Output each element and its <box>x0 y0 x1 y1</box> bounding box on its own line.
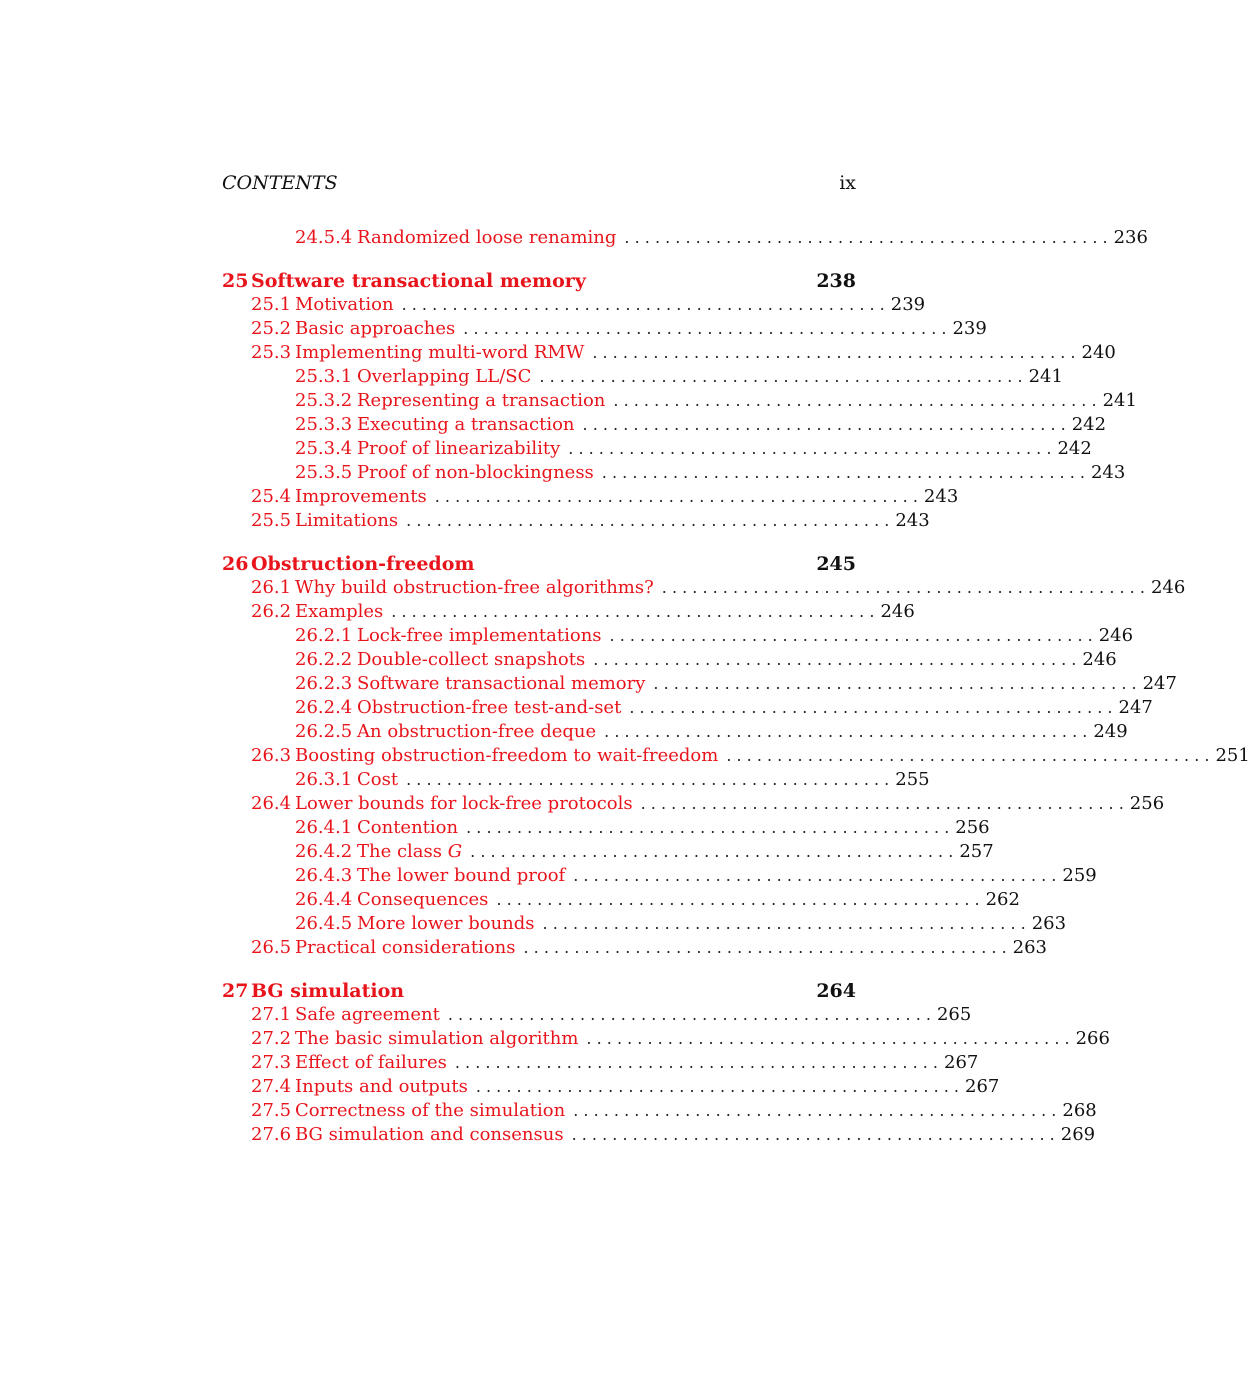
toc-section-entry[interactable] <box>222 1027 1110 1051</box>
toc-entry-title[interactable]: Boosting obstruction-freedom to wait-freedom <box>295 745 719 766</box>
toc-entry-page-number[interactable]: 241 <box>1102 390 1137 411</box>
toc-dot-leader: . . . . . . . . . . . . . . . . . . . . . . . . . . . . . . . . . . . . . . . . . . . . . . . . <box>568 439 1052 458</box>
toc-dot-leader: . . . . . . . . . . . . . . . . . . . . . . . . . . . . . . . . . . . . . . . . . . . . . . . . <box>475 1077 959 1096</box>
toc-entry-number[interactable]: 26.4.3 <box>295 865 353 886</box>
toc-subsection-entry[interactable] <box>222 413 1107 437</box>
toc-entry-title[interactable]: Effect of failures <box>295 1052 447 1073</box>
toc-entry-title[interactable]: More lower bounds <box>357 913 535 934</box>
document-page <box>222 0 1250 1397</box>
toc-entry-number[interactable]: 25.1 <box>251 294 292 315</box>
toc-dot-leader: . . . . . . . . . . . . . . . . . . . . . . . . . . . . . . . . . . . . . . . . . . . . . . . . <box>593 650 1077 669</box>
toc-chapter-entry[interactable] <box>222 269 856 293</box>
toc-entry-page-number[interactable]: 243 <box>923 486 959 507</box>
toc-dot-leader: . . . . . . . . . . . . . . . . . . . . . . . . . . . . . . . . . . . . . . . . . . . . . . . . <box>470 842 954 861</box>
toc-entry-title[interactable]: Consequences <box>357 889 489 910</box>
toc-dot-leader: . . . . . . . . . . . . . . . . . . . . . . . . . . . . . . . . . . . . . . . . . . . . . . . . <box>463 319 947 338</box>
toc-subsection-entry[interactable] <box>222 648 1117 672</box>
toc-subsection-entry[interactable] <box>222 389 1137 413</box>
toc-dot-leader: . . . . . . . . . . . . . . . . . . . . . . . . . . . . . . . . . . . . . . . . . . . . . . . . <box>629 698 1113 717</box>
toc-entry-title[interactable]: BG simulation <box>251 980 405 1002</box>
toc-dot-leader: . . . . . . . . . . . . . . . . . . . . . . . . . . . . . . . . . . . . . . . . . . . . . . . . <box>661 578 1145 597</box>
toc-entry-title[interactable]: An obstruction-free deque <box>357 721 597 742</box>
toc-entry-page-number[interactable]: 239 <box>952 318 987 339</box>
toc-chapter-entry[interactable] <box>222 979 856 1003</box>
toc-entry-page-number[interactable]: 263 <box>1031 913 1067 934</box>
toc-entry-number[interactable]: 26.4.4 <box>295 889 353 910</box>
toc-subsection-entry[interactable] <box>222 624 1134 648</box>
toc-entry-title[interactable]: Examples <box>295 601 384 622</box>
toc-dot-leader: . . . . . . . . . . . . . . . . . . . . . . . . . . . . . . . . . . . . . . . . . . . . . . . . <box>523 938 1007 957</box>
toc-entry-number[interactable]: 26.2.5 <box>295 721 353 742</box>
toc-entry-title-text[interactable]: The class G <box>357 841 463 862</box>
toc-entry-page-number[interactable]: 267 <box>965 1076 1000 1097</box>
toc-section-entry[interactable] <box>222 1123 1096 1147</box>
toc-entry-title[interactable]: Practical considerations <box>295 937 516 958</box>
toc-dot-leader: . . . . . . . . . . . . . . . . . . . . . . . . . . . . . . . . . . . . . . . . . . . . . . . . <box>726 746 1210 765</box>
toc-dot-leader: . . . . . . . . . . . . . . . . . . . . . . . . . . . . . . . . . . . . . . . . . . . . . . . . <box>604 722 1088 741</box>
toc-entry-title[interactable]: The lower bound proof <box>357 865 566 886</box>
toc-dot-leader: . . . . . . . . . . . . . . . . . . . . . . . . . . . . . . . . . . . . . . . . . . . . . . . . <box>653 674 1137 693</box>
toc-entry-number[interactable]: 26.2.1 <box>295 625 353 646</box>
toc-entry-number[interactable]: 27.5 <box>251 1100 292 1121</box>
toc-dot-leader: . . . . . . . . . . . . . . . . . . . . . . . . . . . . . . . . . . . . . . . . . . . . . . . . <box>586 1029 1070 1048</box>
toc-dot-leader: . . . . . . . . . . . . . . . . . . . . . . . . . . . . . . . . . . . . . . . . . . . . . . . . <box>391 602 875 621</box>
toc-section-entry[interactable] <box>222 317 987 341</box>
toc-dot-leader: . . . . . . . . . . . . . . . . . . . . . . . . . . . . . . . . . . . . . . . . . . . . . . . . <box>573 1101 1057 1120</box>
toc-entry-page-number[interactable]: 263 <box>1012 937 1048 958</box>
toc-entry-page-number[interactable]: 255 <box>895 769 930 790</box>
toc-entry-number[interactable]: 26.4.2 <box>295 841 353 862</box>
toc-dot-leader: . . . . . . . . . . . . . . . . . . . . . . . . . . . . . . . . . . . . . . . . . . . . . . . . <box>447 1005 931 1024</box>
toc-subsection-entry[interactable] <box>222 437 1092 461</box>
toc-subsection-entry[interactable] <box>222 365 1063 389</box>
toc-entry-number[interactable]: 27.2 <box>251 1028 292 1049</box>
toc-subsection-entry[interactable] <box>222 816 990 840</box>
toc-dot-leader: . . . . . . . . . . . . . . . . . . . . . . . . . . . . . . . . . . . . . . . . . . . . . . . . <box>571 1125 1055 1144</box>
toc-entry-page-number[interactable]: 246 <box>1098 625 1134 646</box>
toc-entry-page-number[interactable]: 256 <box>1129 793 1165 814</box>
toc-entry-title[interactable]: BG simulation and consensus <box>295 1124 564 1145</box>
toc-entry-page-number[interactable]: 259 <box>1062 865 1097 886</box>
running-header-page-number: ix <box>839 172 856 194</box>
toc-entry-page-number[interactable]: 265 <box>936 1004 972 1025</box>
toc-entry-title[interactable]: Cost <box>357 769 399 790</box>
toc-subsection-entry[interactable] <box>222 226 1148 250</box>
toc-entry-page-number[interactable]: 257 <box>959 841 994 862</box>
toc-entry-title[interactable]: Software transactional memory <box>357 673 646 694</box>
toc-entry-page-number[interactable]: 264 <box>816 980 856 1002</box>
toc-section-entry[interactable] <box>222 1075 1000 1099</box>
toc-section-entry[interactable] <box>222 936 1048 960</box>
toc-entry-number[interactable]: 25.3.5 <box>295 462 353 483</box>
toc-entry-page-number[interactable]: 268 <box>1062 1100 1097 1121</box>
toc-dot-leader: . . . . . . . . . . . . . . . . . . . . . . . . . . . . . . . . . . . . . . . . . . . . . . . . <box>539 367 1023 386</box>
toc-entry-number[interactable]: 25.2 <box>251 318 292 339</box>
toc-subsection-entry[interactable] <box>222 461 1126 485</box>
toc-subsection-entry[interactable] <box>222 720 1128 744</box>
toc-section-entry[interactable] <box>222 1099 1097 1123</box>
toc-entry-number[interactable]: 26.4.1 <box>295 817 353 838</box>
toc-subsection-entry[interactable] <box>222 696 1153 720</box>
toc-subsection-entry[interactable] <box>222 768 930 792</box>
toc-subsection-entry[interactable] <box>222 672 1177 696</box>
toc-entry-title[interactable]: Randomized loose renaming <box>357 227 617 248</box>
toc-section-entry[interactable] <box>222 744 1250 768</box>
toc-entry-title[interactable]: Double-collect snapshots <box>357 649 586 670</box>
toc-entry-number[interactable]: 26.2.3 <box>295 673 353 694</box>
toc-entry-title[interactable]: Obstruction-freedom <box>251 553 475 575</box>
toc-entry-title[interactable]: Contention <box>357 817 459 838</box>
toc-entry-number[interactable]: 26.4 <box>251 793 292 814</box>
toc-entry-title[interactable]: Proof of non-blockingness <box>357 462 594 483</box>
toc-dot-leader: . . . . . . . . . . . . . . . . . . . . . . . . . . . . . . . . . . . . . . . . . . . . . . . . <box>624 228 1108 247</box>
toc-entry-page-number[interactable]: 239 <box>890 294 926 315</box>
toc-entry-title[interactable]: Correctness of the simulation <box>295 1100 566 1121</box>
toc-entry-title[interactable]: Lower bounds for lock-free protocols <box>295 793 633 814</box>
toc-entry-page-number[interactable]: 267 <box>944 1052 979 1073</box>
toc-section-entry[interactable] <box>222 293 926 317</box>
toc-entry-number[interactable]: 25.3.3 <box>295 414 353 435</box>
toc-entry-page-number[interactable]: 262 <box>985 889 1020 910</box>
toc-entry-title[interactable]: Why build obstruction-free algorithms? <box>295 577 654 598</box>
toc-entry-page-number[interactable]: 242 <box>1057 438 1092 459</box>
toc-dot-leader: . . . . . . . . . . . . . . . . . . . . . . . . . . . . . . . . . . . . . . . . . . . . . . . . <box>406 770 890 789</box>
toc-entry-title[interactable]: Improvements <box>295 486 427 507</box>
toc-entry-number[interactable]: 26.2.4 <box>295 697 353 718</box>
running-header-title: CONTENTS <box>222 172 338 194</box>
toc-entry-title[interactable]: Limitations <box>295 510 399 531</box>
toc-dot-leader: . . . . . . . . . . . . . . . . . . . . . . . . . . . . . . . . . . . . . . . . . . . . . . . . <box>613 391 1097 410</box>
toc-entry-number[interactable]: 26.2.2 <box>295 649 353 670</box>
toc-entry-page-number[interactable]: 266 <box>1075 1028 1110 1049</box>
toc-entry-title[interactable]: Overlapping LL/SC <box>357 366 532 387</box>
toc-entry-number[interactable]: 25.3.2 <box>295 390 353 411</box>
toc-entry-page-number[interactable]: 246 <box>1082 649 1117 670</box>
toc-entry-title[interactable] <box>357 840 462 864</box>
toc-entry-title[interactable]: Proof of linearizability <box>357 438 561 459</box>
toc-chapter-entry[interactable] <box>222 552 856 576</box>
running-header <box>222 172 856 196</box>
toc-entry-number[interactable]: 26.3.1 <box>295 769 353 790</box>
toc-dot-leader: . . . . . . . . . . . . . . . . . . . . . . . . . . . . . . . . . . . . . . . . . . . . . . . . <box>640 794 1124 813</box>
toc-entry-number[interactable]: 27 <box>222 980 249 1002</box>
toc-entry-number[interactable]: 24.5.4 <box>295 227 353 248</box>
toc-entry-page-number[interactable]: 246 <box>1150 577 1186 598</box>
toc-entry-title[interactable]: The basic simulation algorithm <box>295 1028 579 1049</box>
toc-dot-leader: . . . . . . . . . . . . . . . . . . . . . . . . . . . . . . . . . . . . . . . . . . . . . . . . <box>542 914 1026 933</box>
toc-entry-page-number[interactable]: 238 <box>816 270 856 292</box>
toc-section-entry[interactable] <box>222 792 1165 816</box>
toc-entry-title[interactable]: Inputs and outputs <box>295 1076 468 1097</box>
toc-entry-number[interactable]: 26.1 <box>251 577 292 598</box>
toc-entry-number[interactable]: 26 <box>222 553 249 575</box>
toc-entry-page-number[interactable]: 247 <box>1118 697 1153 718</box>
toc-entry-number[interactable]: 25 <box>222 270 249 292</box>
toc-entry-title[interactable]: Software transactional memory <box>251 270 586 292</box>
toc-dot-leader: . . . . . . . . . . . . . . . . . . . . . . . . . . . . . . . . . . . . . . . . . . . . . . . . <box>454 1053 939 1072</box>
toc-entry-number[interactable]: 25.3.4 <box>295 438 353 459</box>
toc-entry-page-number[interactable]: 247 <box>1142 673 1177 694</box>
toc-section-entry[interactable] <box>222 1051 979 1075</box>
toc-entry-page-number[interactable]: 241 <box>1028 366 1063 387</box>
toc-dot-leader: . . . . . . . . . . . . . . . . . . . . . . . . . . . . . . . . . . . . . . . . . . . . . . . . <box>466 818 950 837</box>
toc-entry-number[interactable]: 26.3 <box>251 745 292 766</box>
toc-dot-leader: . . . . . . . . . . . . . . . . . . . . . . . . . . . . . . . . . . . . . . . . . . . . . . . . <box>406 511 890 530</box>
toc-dot-leader: . . . . . . . . . . . . . . . . . . . . . . . . . . . . . . . . . . . . . . . . . . . . . . . . <box>592 343 1076 362</box>
toc-entry-number[interactable]: 27.4 <box>251 1076 292 1097</box>
toc-section-entry[interactable] <box>222 600 915 624</box>
toc-section-entry[interactable] <box>222 576 1186 600</box>
toc-entry-page-number[interactable]: 236 <box>1113 227 1148 248</box>
toc-dot-leader: . . . . . . . . . . . . . . . . . . . . . . . . . . . . . . . . . . . . . . . . . . . . . . . . <box>401 295 885 314</box>
toc-entry-title[interactable]: Safe agreement <box>295 1004 440 1025</box>
toc-entry-number[interactable]: 25.3 <box>251 342 292 363</box>
toc-entry-page-number[interactable]: 251 <box>1215 745 1250 766</box>
table-of-contents <box>222 226 1250 1147</box>
toc-dot-leader: . . . . . . . . . . . . . . . . . . . . . . . . . . . . . . . . . . . . . . . . . . . . . . . . <box>609 626 1093 645</box>
toc-subsection-entry[interactable] <box>222 864 1097 888</box>
toc-entry-page-number[interactable]: 256 <box>955 817 990 838</box>
toc-entry-number[interactable]: 27.1 <box>251 1004 292 1025</box>
toc-entry-title[interactable]: Implementing multi-word RMW <box>295 342 585 363</box>
toc-entry-page-number[interactable]: 246 <box>880 601 915 622</box>
toc-dot-leader: . . . . . . . . . . . . . . . . . . . . . . . . . . . . . . . . . . . . . . . . . . . . . . . . <box>582 415 1066 434</box>
toc-entry-title[interactable]: Obstruction-free test-and-set <box>357 697 622 718</box>
toc-section-entry[interactable] <box>222 341 1116 365</box>
toc-entry-page-number[interactable]: 243 <box>1090 462 1126 483</box>
toc-section-entry[interactable] <box>222 485 959 509</box>
toc-subsection-entry[interactable] <box>222 912 1067 936</box>
toc-dot-leader: . . . . . . . . . . . . . . . . . . . . . . . . . . . . . . . . . . . . . . . . . . . . . . . . <box>496 890 980 909</box>
toc-entry-title[interactable]: Motivation <box>295 294 394 315</box>
toc-dot-leader: . . . . . . . . . . . . . . . . . . . . . . . . . . . . . . . . . . . . . . . . . . . . . . . . <box>573 866 1057 885</box>
toc-entry-number[interactable]: 27.6 <box>251 1124 292 1145</box>
toc-entry-page-number[interactable]: 249 <box>1093 721 1128 742</box>
toc-entry-number[interactable]: 25.3.1 <box>295 366 353 387</box>
toc-entry-page-number[interactable]: 242 <box>1071 414 1107 435</box>
toc-entry-title[interactable]: Representing a transaction <box>357 390 606 411</box>
toc-entry-number[interactable]: 26.2 <box>251 601 292 622</box>
toc-entry-title[interactable]: Basic approaches <box>295 318 456 339</box>
toc-dot-leader: . . . . . . . . . . . . . . . . . . . . . . . . . . . . . . . . . . . . . . . . . . . . . . . . <box>434 487 918 506</box>
toc-section-entry[interactable] <box>222 509 930 533</box>
toc-entry-number[interactable]: 26.4.5 <box>295 913 353 934</box>
toc-subsection-entry[interactable] <box>222 840 994 864</box>
toc-entry-title[interactable]: Executing a transaction <box>357 414 575 435</box>
toc-entry-page-number[interactable]: 269 <box>1060 1124 1096 1145</box>
toc-dot-leader: . . . . . . . . . . . . . . . . . . . . . . . . . . . . . . . . . . . . . . . . . . . . . . . . <box>601 463 1085 482</box>
toc-entry-number[interactable]: 27.3 <box>251 1052 292 1073</box>
toc-entry-page-number[interactable]: 243 <box>895 510 930 531</box>
toc-entry-title[interactable]: Lock-free implementations <box>357 625 602 646</box>
toc-subsection-entry[interactable] <box>222 888 1020 912</box>
toc-entry-page-number[interactable]: 245 <box>816 553 856 575</box>
toc-entry-number[interactable]: 25.5 <box>251 510 292 531</box>
toc-entry-page-number[interactable]: 240 <box>1081 342 1116 363</box>
toc-entry-number[interactable]: 25.4 <box>251 486 292 507</box>
toc-entry-number[interactable]: 26.5 <box>251 937 292 958</box>
toc-section-entry[interactable] <box>222 1003 972 1027</box>
